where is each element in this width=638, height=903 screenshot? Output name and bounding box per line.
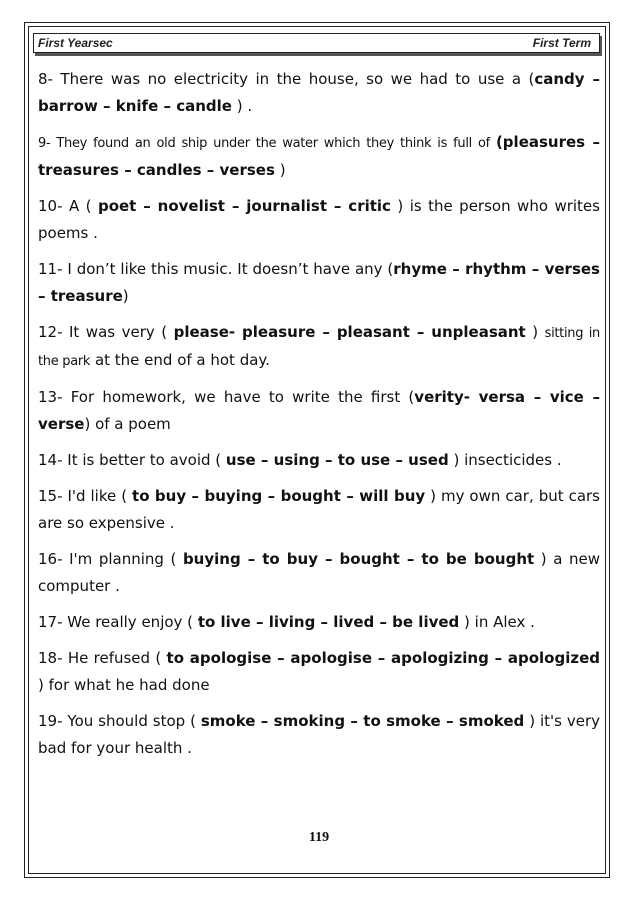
question-list [38, 66, 600, 771]
question-text: ) a new computer . [38, 550, 600, 595]
question-text: 16- I'm planning ( [38, 550, 183, 568]
header-right: First Term [532, 36, 591, 50]
page-header [33, 33, 600, 53]
question-text: 14- It is better to avoid ( [38, 451, 226, 469]
answer-choices: rhyme – rhythm – verses – treasure [38, 260, 600, 305]
question-9 [38, 129, 600, 184]
question-10 [38, 193, 600, 247]
answer-choices: to live – living – lived – be lived [197, 613, 460, 631]
question-text: 10- A ( [38, 197, 98, 215]
answer-choices: buying – to buy – bought – to be bought [182, 550, 535, 568]
question-11 [38, 256, 600, 310]
question-16 [38, 546, 600, 600]
answer-choices: (pleasures – treasures – candles – verses [38, 133, 601, 179]
question-13 [38, 384, 600, 438]
question-text: 11- I don’t like this music. It doesn’t have any ( [38, 260, 394, 278]
question-text: 13- For homework, we have to write the first ( [38, 388, 415, 406]
question-text: 15- I'd like ( [38, 487, 133, 505]
question-text: sitting in the park [38, 326, 600, 369]
answer-choices: to buy – buying – bought – will buy [132, 487, 426, 505]
question-text: 17- We really enjoy ( [38, 613, 198, 631]
question-text: ) [122, 287, 129, 305]
question-19 [38, 708, 600, 762]
question-text: ) of a poem [84, 415, 171, 433]
question-17 [38, 609, 600, 636]
answer-choices: please- pleasure – pleasant – unpleasant [173, 323, 526, 341]
answer-choices: to apologise – apologise – apologizing – apologized [166, 649, 600, 667]
question-text: ) [525, 323, 545, 341]
question-text: 19- You should stop ( [38, 712, 201, 730]
question-text: at the end of a hot day. [90, 351, 270, 369]
question-text: ) for what he had done [38, 676, 210, 694]
answer-choices: use – using – to use – used [225, 451, 449, 469]
question-text: ) in Alex . [459, 613, 535, 631]
answer-choices: poet – novelist – journalist – critic [97, 197, 391, 215]
question-18 [38, 645, 600, 699]
question-text: ) it's very bad for your health . [38, 712, 601, 757]
question-text: 9- They found an old ship under the water which they think is full of [38, 136, 496, 151]
question-8 [38, 66, 600, 120]
question-text: ) insecticides . [448, 451, 562, 469]
answer-choices: smoke – smoking – to smoke – smoked [200, 712, 525, 730]
header-left: First Yearsec [38, 36, 113, 50]
question-15 [38, 483, 600, 537]
question-text: ) [274, 161, 286, 179]
answer-choices: candy – barrow – knife – candle [38, 70, 600, 115]
page-number: 119 [308, 830, 330, 845]
question-12 [38, 319, 600, 375]
question-text: 8- There was no electricity in the house, so we had to use a ( [38, 70, 535, 88]
question-text: ) . [231, 97, 253, 115]
question-text: 12- It was very ( [38, 323, 174, 341]
question-text: ) my own car, but cars are so expensive . [38, 487, 600, 532]
question-text: ) is the person who writes poems . [38, 197, 600, 242]
question-text: 18- He refused ( [38, 649, 167, 667]
question-14 [38, 447, 600, 474]
answer-choices: verity- versa – vice – verse [38, 388, 601, 433]
